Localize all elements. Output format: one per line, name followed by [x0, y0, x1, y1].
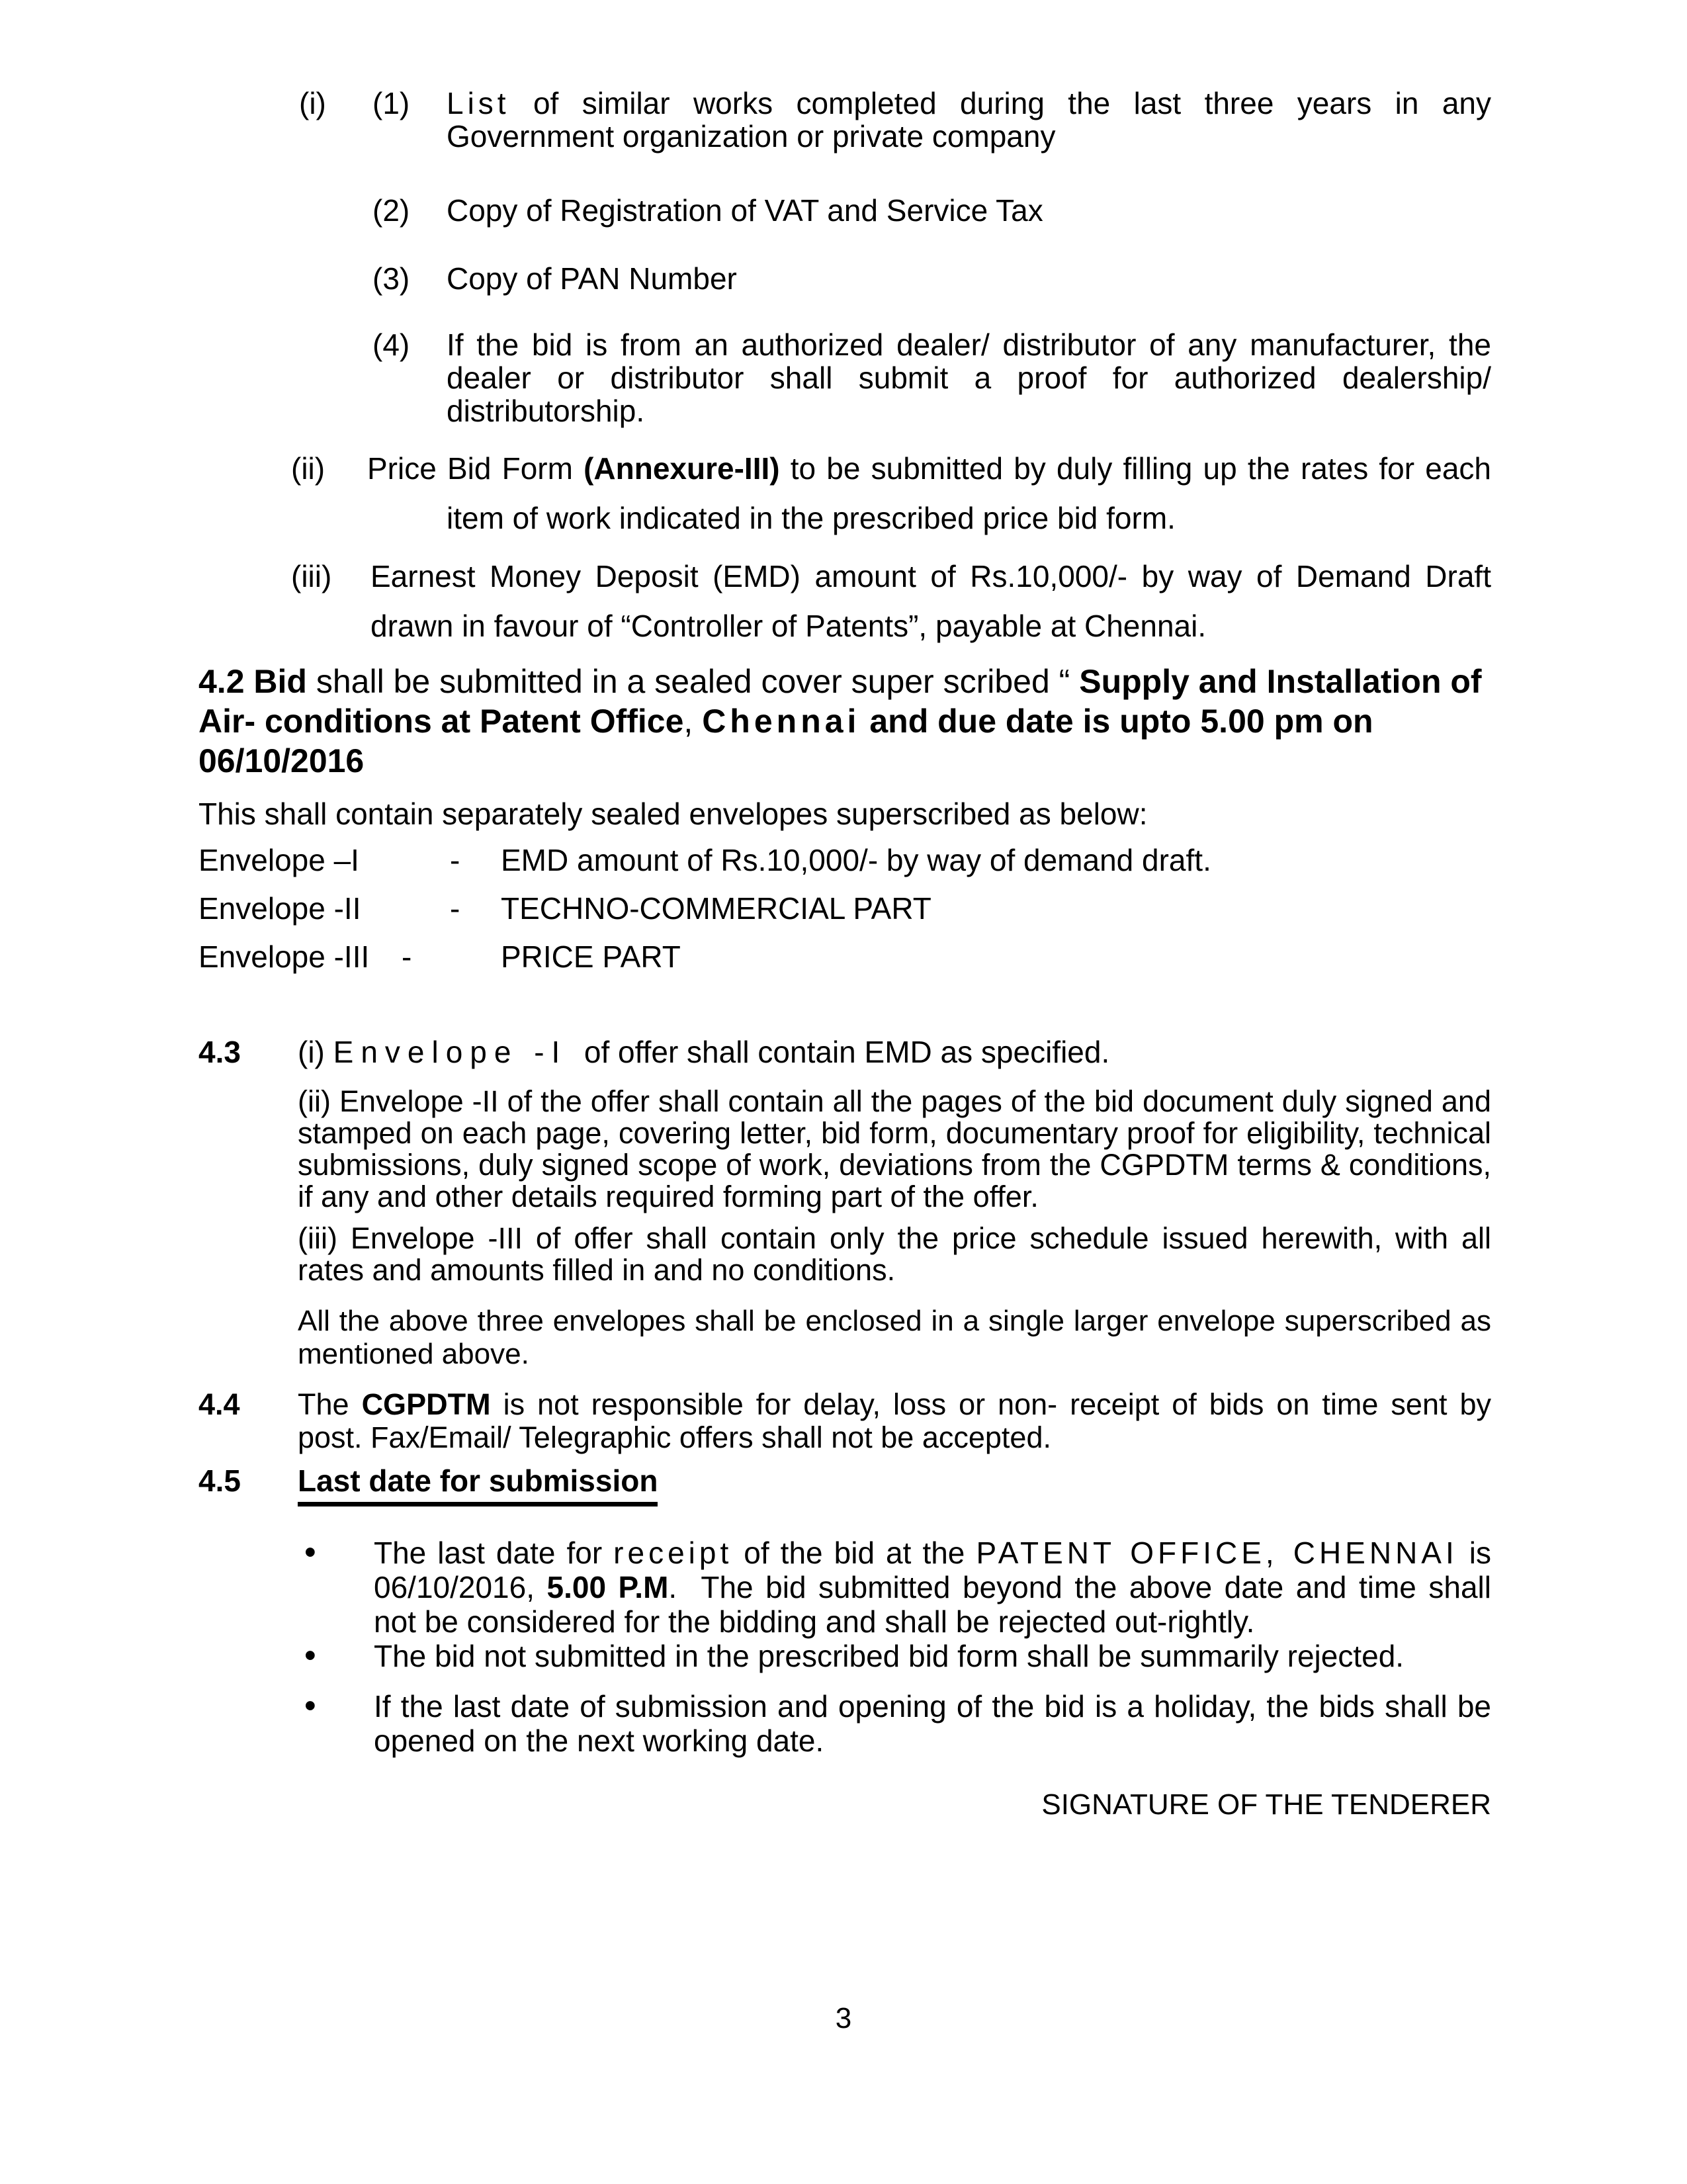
section-4-2-number-lead: 4.2 Bid	[198, 663, 307, 700]
item-2-number: (2)	[372, 193, 410, 228]
item-1-number: (1)	[372, 86, 410, 120]
page-number	[0, 2002, 1687, 2035]
section-4-2-comma: ,	[683, 703, 703, 740]
checklist-item-4	[372, 328, 1491, 427]
checklist-item-ii	[291, 444, 1491, 543]
section-4-2-city: Chennai	[702, 703, 861, 740]
item-iii-text: Earnest Money Deposit (EMD) amount of Rs.10,000/- by way of Demand Draft drawn in favour of “Controller of Patents”, payable at Chennai.	[370, 559, 1491, 643]
envelope-1-value: EMD amount of Rs.10,000/- by way of demand draft.	[501, 843, 1211, 877]
envelope-3-value: PRICE PART	[501, 939, 681, 974]
section-4-3-ii-paragraph	[298, 1086, 1491, 1213]
envelope-row-1	[198, 844, 1491, 877]
section-4-3-iii-paragraph	[298, 1223, 1491, 1286]
bullet-1-mid: of the bid at the	[732, 1536, 976, 1570]
bullet-1-office: PATENT OFFICE, CHENNAI	[976, 1536, 1458, 1570]
section-4-4-number: 4.4	[198, 1387, 240, 1421]
section-4-2-due-date: and due date is upto 5.00 pm on 06/10/2016	[198, 703, 1373, 779]
bullet-1-receipt: receipt	[613, 1536, 733, 1570]
bullet-holiday	[304, 1688, 1491, 1758]
section-4-4-lead: The	[298, 1387, 362, 1421]
section-4-4	[198, 1388, 1491, 1454]
bullet-2-text: The bid not submitted in the prescribed bid form shall be summarily rejected.	[374, 1639, 1405, 1673]
section-4-3-i-envelope: Envelope -I	[333, 1035, 568, 1069]
envelopes-intro-text: This shall contain separately sealed envelopes superscribed as below:	[198, 797, 1148, 831]
bullet-1-text: . The bid submitted beyond the above date and time shall not be considered for the bidding and shall be rejected out-rightly.	[374, 1570, 1491, 1639]
envelope-2-value: TECHNO-COMMERCIAL PART	[501, 891, 931, 926]
checklist-item-3	[372, 262, 1491, 295]
bullet-icon: •	[304, 1533, 316, 1571]
section-4-3-ii-text: (ii) Envelope -II of the offer shall contain all the pages of the bid document duly signed and stamped on each page, covering letter, bid form, documentary proof for eligibility, technical submissions, duly signed scope of work, deviations from the CGPDTM terms & conditions, if any and other details required forming part of the offer.	[298, 1084, 1491, 1213]
section-4-2-subject: Supply and Installation of Air- conditions at Patent Office	[198, 663, 1482, 740]
envelope-row-2	[198, 892, 1491, 925]
item-ii-text: to be submitted by duly filling up the rates for each item of work indicated in the prescribed price bid form.	[447, 451, 1491, 535]
envelope-3-label: Envelope -III	[198, 939, 370, 974]
item-2-text: Copy of Registration of VAT and Service Tax	[447, 193, 1043, 228]
item-3-text: Copy of PAN Number	[447, 261, 737, 296]
roman-marker: (i)	[299, 86, 326, 120]
item-ii-lead: Price Bid Form	[367, 451, 584, 486]
bullet-icon: •	[304, 1636, 316, 1674]
envelopes-intro	[198, 797, 1491, 830]
envelope-3-dash: -	[402, 939, 412, 974]
section-4-4-cgpdtm: CGPDTM	[361, 1387, 491, 1421]
section-4-2-normal-text: shall be submitted in a sealed cover super scribed “	[306, 663, 1080, 700]
item-ii-number: (ii)	[291, 451, 325, 486]
checklist-item-iii	[291, 552, 1491, 651]
section-4-2	[198, 662, 1491, 781]
section-4-5-number: 4.5	[198, 1463, 241, 1498]
checklist-item-1	[299, 87, 1491, 153]
envelope-row-3	[198, 940, 1491, 973]
envelope-2-label: Envelope -II	[198, 891, 361, 926]
item-ii-annexure: (Annexure-III)	[584, 451, 780, 486]
section-4-4-text: is not responsible for delay, loss or non- receipt of bids on time sent by post. Fax/Email/ Telegraphic offers shall not be accepted.	[298, 1387, 1492, 1454]
bullet-icon: •	[304, 1686, 316, 1724]
item-1-text: of similar works completed during the last three years in any Government organization or private company	[447, 86, 1491, 153]
section-4-5-title: Last date for submission	[298, 1463, 658, 1507]
item-4-text: If the bid is from an authorized dealer/ distributor of any manufacturer, the dealer or distributor shall submit a proof for authorized dealership/ distributorship.	[447, 328, 1491, 428]
envelope-1-label: Envelope –I	[198, 843, 359, 877]
section-4-3-i-text: of offer shall contain EMD as specified.	[567, 1035, 1110, 1069]
signature-text: SIGNATURE OF THE TENDERER	[1041, 1788, 1491, 1821]
section-4-3-i-lead: (i)	[298, 1035, 333, 1069]
bullet-1-lead: The last date for	[374, 1536, 614, 1570]
section-4-5	[198, 1464, 1491, 1497]
item-1-lead: List	[447, 86, 510, 120]
bullet-1-time: 5.00 P.M	[546, 1570, 669, 1604]
section-4-3-iii-text: (iii) Envelope -III of offer shall contain only the price schedule issued herewith, with all rates and amounts filled in and no conditions.	[298, 1221, 1491, 1287]
section-4-3-number: 4.3	[198, 1035, 241, 1069]
envelope-2-dash: -	[450, 891, 460, 926]
signature-line	[198, 1788, 1491, 1821]
page-number-text: 3	[835, 2002, 852, 2034]
envelope-1-dash: -	[450, 843, 460, 877]
item-4-number: (4)	[372, 328, 410, 362]
item-iii-number: (iii)	[291, 559, 332, 593]
all-envelopes-note-text: All the above three envelopes shall be enclosed in a single larger envelope superscribed as mentioned above.	[298, 1305, 1491, 1370]
all-envelopes-note	[298, 1305, 1491, 1371]
checklist-item-2	[372, 194, 1491, 227]
bullet-1-date: is 06/10/2016,	[374, 1536, 1492, 1604]
item-3-number: (3)	[372, 261, 410, 296]
bullet-3-text: If the last date of submission and opening of the bid is a holiday, the bids shall be opened on the next working date.	[374, 1689, 1491, 1758]
section-4-3	[198, 1035, 1491, 1069]
bullet-last-date	[304, 1535, 1491, 1639]
bullet-prescribed-form	[304, 1638, 1491, 1673]
